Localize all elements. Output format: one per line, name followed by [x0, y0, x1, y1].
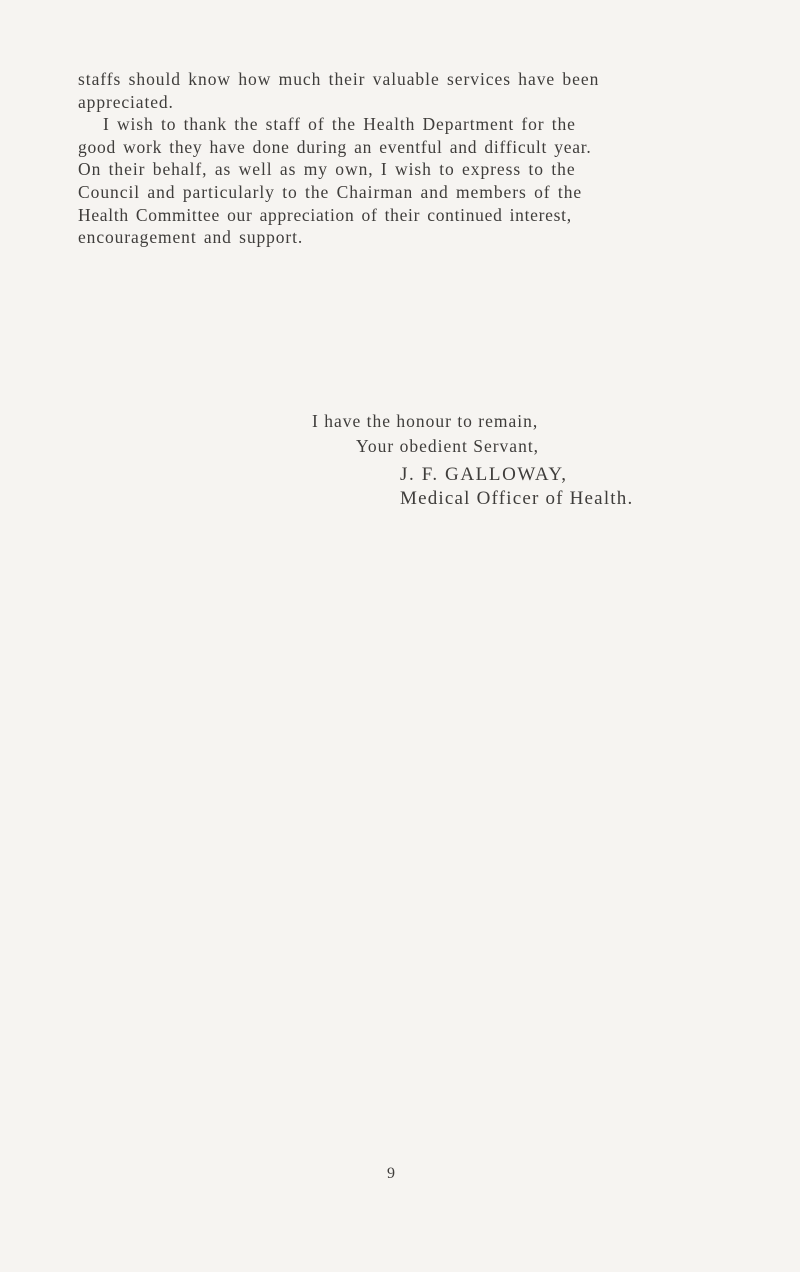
- page-number: 9: [387, 1165, 396, 1182]
- text-line: Council and particularly to the Chairman and members of the: [78, 181, 583, 202]
- signature-title: Medical Officer of Health.: [400, 488, 634, 509]
- text-line: I wish to thank the staff of the Health Department for the: [103, 114, 576, 135]
- text-line: appreciated.: [78, 91, 174, 112]
- closing-salutation: Your obedient Servant,: [356, 436, 540, 456]
- text-line: staffs should know how much their valuable services have been: [78, 69, 600, 89]
- body-text: [78, 68, 708, 249]
- paragraph-continuation: [78, 68, 708, 113]
- closing-line: I have the honour to remain,: [312, 411, 539, 431]
- text-line: On their behalf, as well as my own, I wish to express to the: [78, 159, 576, 180]
- paragraph-thanks: [78, 113, 708, 249]
- text-line: Health Committee our appreciation of their continued interest,: [78, 204, 572, 225]
- text-line: encouragement and support.: [78, 227, 304, 248]
- signature-name: J. F. GALLOWAY,: [400, 464, 568, 485]
- text-line: good work they have done during an eventful and difficult year.: [78, 136, 592, 157]
